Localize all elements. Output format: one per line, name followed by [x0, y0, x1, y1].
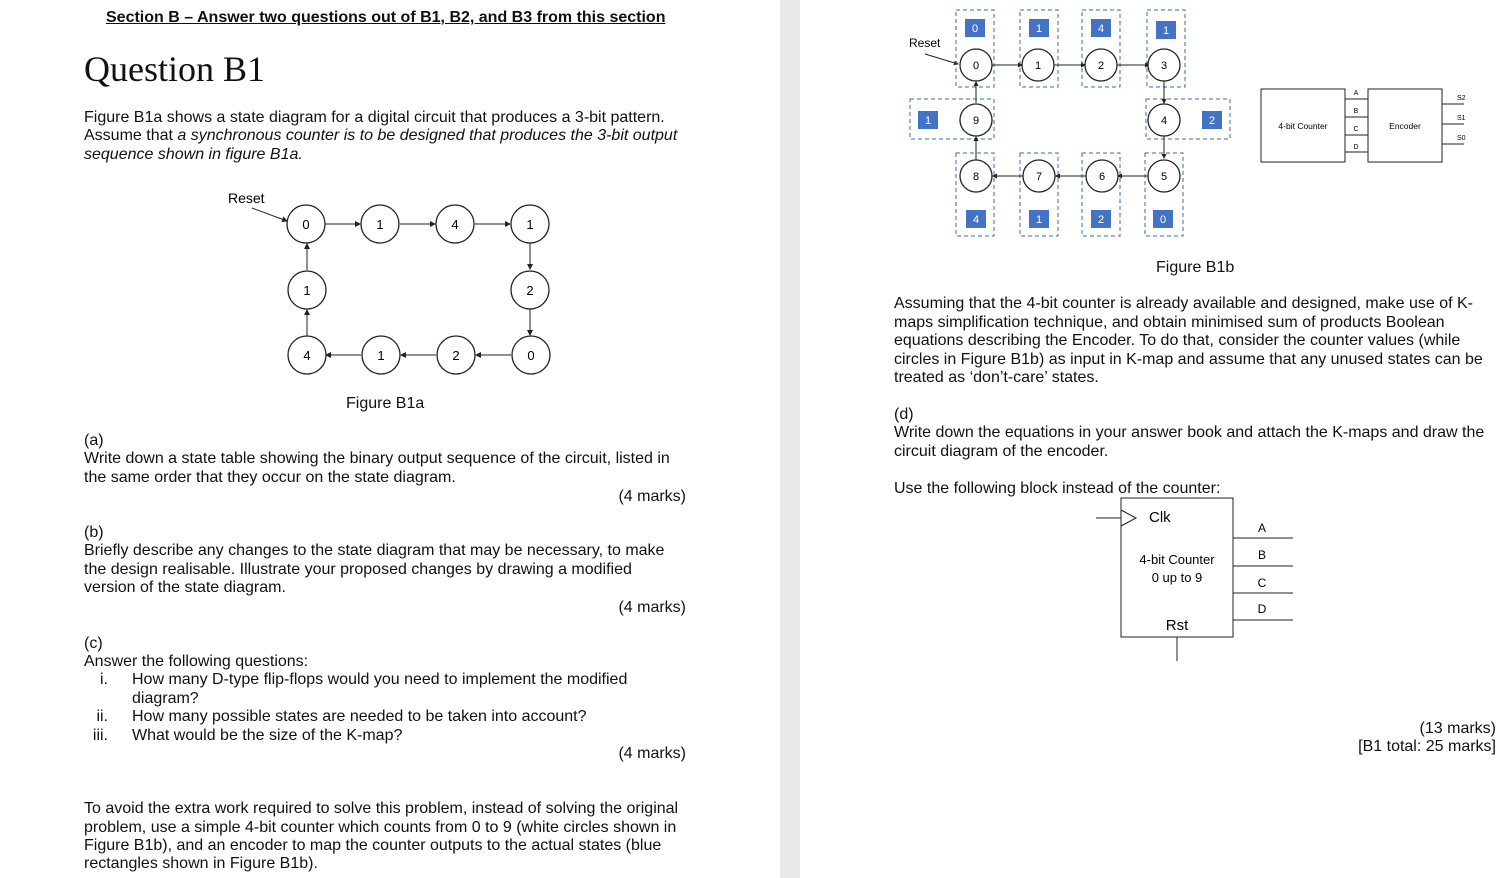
fig-b-counter-state: [1085, 49, 1117, 81]
fig-b-output-box: [918, 111, 938, 129]
fig-a-reset-label: Reset: [228, 190, 265, 206]
right-page: [800, 0, 1506, 878]
fig-b-counter-state: [1022, 49, 1054, 81]
svg-text:0: 0: [1159, 214, 1167, 226]
counter-rst-label: Rst: [1165, 617, 1189, 634]
svg-text:1: 1: [1035, 23, 1043, 35]
closing-line-3: Figure B1b), and an encoder to map the counter outputs to the actual states (blue: [84, 837, 662, 854]
fig-a-state: [287, 205, 325, 243]
counter-title: 4-bit Counter: [1139, 552, 1215, 567]
b1-total-marks: [B1 total: 25 marks]: [1358, 738, 1496, 755]
fig-b-counter-state: [1148, 160, 1180, 192]
block-input-label: D: [1353, 144, 1359, 151]
part-b-line-2: the design realisable. Illustrate your proposed changes by drawing a modified: [84, 561, 632, 578]
svg-text:4: 4: [1097, 23, 1105, 35]
figure-b1a-caption: Figure B1a: [346, 395, 425, 412]
figure-b1b-caption: Figure B1b: [1156, 259, 1235, 276]
fig-a-state: [511, 205, 549, 243]
part-c-label: (c): [84, 635, 103, 652]
counter-output-label: A: [1257, 521, 1267, 535]
fig-b-counter-state: [960, 104, 992, 136]
fig-b-counter-state: [1023, 160, 1055, 192]
part-d-marks: (13 marks): [1419, 720, 1496, 737]
svg-text:2: 2: [1208, 115, 1216, 127]
counter-block-diagram: [800, 490, 1506, 670]
counter-output-label: D: [1257, 602, 1267, 616]
fig-b-counter-state: [1148, 49, 1180, 81]
fig-a-state: [361, 205, 399, 243]
part-c-item-number: iii.: [92, 727, 108, 744]
svg-text:1: 1: [1162, 25, 1170, 37]
svg-text:4: 4: [972, 214, 980, 226]
counter-encoder-block: [1261, 89, 1466, 162]
svg-text:4: 4: [451, 217, 459, 232]
block-input-label: C: [1353, 126, 1359, 133]
svg-text:1: 1: [526, 217, 534, 232]
svg-text:0: 0: [302, 217, 310, 232]
svg-text:2: 2: [526, 283, 534, 298]
block-counter-label: 4-bit Counter: [1278, 121, 1328, 131]
closing-line-1: To avoid the extra work required to solve this problem, instead of solving the original: [84, 800, 679, 817]
fig-a-state: [512, 336, 550, 374]
svg-text:1: 1: [924, 115, 932, 127]
part-b-line-3: version of the state diagram.: [84, 579, 286, 596]
intro-line-2-italic: a synchronous counter is to be designed that produces the 3-bit output: [177, 127, 678, 144]
svg-text:8: 8: [972, 171, 980, 183]
fig-b-counter-state: [1086, 160, 1118, 192]
svg-text:7: 7: [1035, 171, 1043, 183]
fig-b-counter-state: [1148, 104, 1180, 136]
intro-line-1: Figure B1a shows a state diagram for a digital circuit that produces a 3-bit pattern.: [84, 109, 665, 126]
part-a-line-1: Write down a state table showing the binary output sequence of the circuit, listed in: [84, 450, 670, 467]
svg-text:0: 0: [527, 348, 535, 363]
svg-text:2: 2: [1097, 60, 1105, 72]
part-c-item-text: How many possible states are needed to be taken into account?: [132, 708, 587, 725]
question-title: Question B1: [84, 49, 266, 89]
counter-subtitle: 0 up to 9: [1151, 570, 1203, 585]
section-title: Section B – Answer two questions out of B1, B2, and B3 from this section: [106, 9, 666, 26]
paragraph-line-4: circles in Figure B1b) as input in K-map and assume that any unused states can be: [894, 351, 1483, 368]
fig-a-state: [511, 271, 549, 309]
figure-b1a-diagram: [0, 0, 780, 420]
counter-output-label: B: [1257, 548, 1267, 562]
svg-text:1: 1: [377, 348, 385, 363]
paragraph-line-5: treated as ‘don’t-care’ states.: [894, 369, 1099, 386]
svg-text:3: 3: [1160, 60, 1168, 72]
svg-text:1: 1: [303, 283, 311, 298]
svg-text:9: 9: [972, 115, 980, 127]
part-c-item-number: i.: [100, 671, 108, 688]
part-c-item-number: ii.: [96, 708, 108, 725]
paragraph-line-2: maps simplification technique, and obtain minimised sum of products Boolean: [894, 314, 1445, 331]
part-c-marks: (4 marks): [618, 745, 686, 762]
block-output-label: S2: [1457, 95, 1466, 102]
part-b-line-1: Briefly describe any changes to the state diagram that may be necessary, to make: [84, 542, 665, 559]
part-b-label: (b): [84, 524, 104, 541]
fig-a-state: [436, 205, 474, 243]
fig-b-counter-state: [960, 160, 992, 192]
part-d-label: (d): [894, 406, 914, 423]
fig-a-state: [437, 336, 475, 374]
block-input-label: B: [1353, 108, 1359, 115]
svg-text:1: 1: [1034, 60, 1042, 72]
counter-output-label: C: [1257, 576, 1267, 590]
part-a-marks: (4 marks): [618, 488, 686, 505]
closing-line-2: problem, use a simple 4-bit counter which counts from 0 to 9 (white circles shown in: [84, 819, 677, 836]
svg-text:5: 5: [1160, 171, 1168, 183]
figure-b1b-diagram: [800, 0, 1506, 250]
fig-b-output-box: [1029, 19, 1049, 37]
fig-a-state: [362, 336, 400, 374]
fig-b-output-box: [1153, 210, 1173, 228]
paragraph-line-3: equations describing the Encoder. To do that, consider the counter values (while: [894, 332, 1461, 349]
part-c-item-text: How many D-type flip-flops would you need to implement the modified: [132, 671, 628, 688]
block-output-label: S0: [1457, 135, 1466, 142]
svg-text:2: 2: [452, 348, 460, 363]
svg-text:1: 1: [376, 217, 384, 232]
svg-text:0: 0: [972, 60, 980, 72]
fig-b-output-box: [1091, 19, 1111, 37]
block-input-label: A: [1353, 90, 1359, 97]
block-output-label: S1: [1457, 115, 1466, 122]
fig-b-output-box: [966, 210, 986, 228]
closing-line-4: rectangles shown in Figure B1b).: [84, 855, 318, 872]
intro-line-2-plain: Assume that: [84, 127, 178, 144]
part-a-label: (a): [84, 432, 104, 449]
fig-b-output-box: [1029, 210, 1049, 228]
fig-b-output-box: [965, 19, 985, 37]
block-encoder-label: Encoder: [1389, 121, 1421, 131]
fig-b-output-box: [1202, 111, 1222, 129]
part-d-line-1: Write down the equations in your answer book and attach the K-maps and draw the: [894, 424, 1485, 441]
part-c-item-text: What would be the size of the K-map?: [132, 727, 403, 744]
svg-text:0: 0: [971, 23, 979, 35]
intro-line-3: sequence shown in figure B1a.: [84, 146, 303, 163]
fig-a-state: [288, 271, 326, 309]
svg-text:4: 4: [1160, 115, 1168, 127]
use-block-instruction: Use the following block instead of the counter:: [894, 480, 1221, 497]
fig-b-output-box: [1156, 21, 1176, 39]
fig-b-counter-state: [960, 49, 992, 81]
part-c-item-text-cont: diagram?: [132, 690, 199, 707]
fig-a-state: [288, 336, 326, 374]
paragraph-line-1: Assuming that the 4-bit counter is already available and designed, make use of K-: [894, 295, 1473, 312]
part-c-intro: Answer the following questions:: [84, 653, 309, 670]
part-a-line-2: the same order that they occur on the state diagram.: [84, 469, 456, 486]
part-b-marks: (4 marks): [618, 599, 686, 616]
svg-text:2: 2: [1097, 214, 1105, 226]
counter-clk-label: Clk: [1149, 509, 1171, 526]
svg-text:4: 4: [303, 348, 311, 363]
svg-text:6: 6: [1098, 171, 1106, 183]
fig-b-reset-label: Reset: [909, 36, 941, 50]
svg-text:1: 1: [1035, 214, 1043, 226]
part-d-line-2: circuit diagram of the encoder.: [894, 443, 1109, 460]
fig-b-output-box: [1091, 210, 1111, 228]
